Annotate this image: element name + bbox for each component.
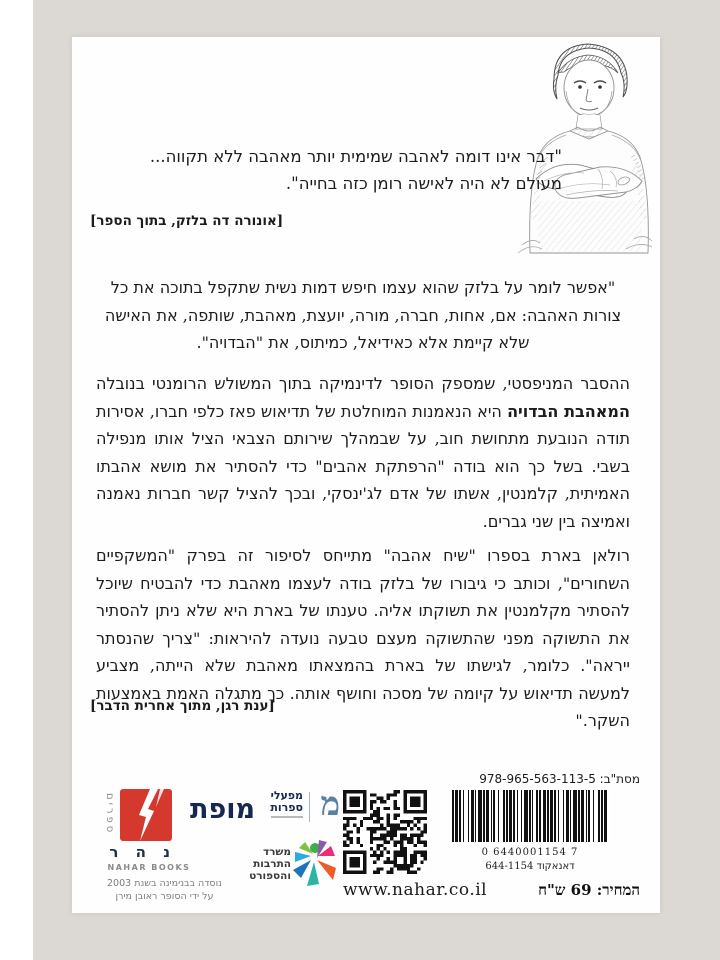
danacode-label: דאנאקוד 644-1154 [485, 861, 575, 872]
nahar-hebrew-name: נ ה ר [109, 843, 176, 861]
mifal-micro-caption [271, 816, 303, 818]
ministry-text-line1: משרד [262, 846, 291, 858]
isbn-label: מסת"ב: 978-965-563-113-5 [479, 772, 640, 786]
ean-barcode [450, 790, 610, 845]
cover-quote-line1: "דבר אינו דומה לאהבה שמימית יותר מאהבה ללא תקווה... [149, 147, 562, 166]
mifal-text [270, 790, 303, 814]
mifal-text-line1: מפעלי [270, 789, 303, 802]
book-back-cover [72, 37, 660, 913]
mifalei-sifrut-logo [268, 784, 340, 830]
barcode-number: 0 6440001154 7 [481, 847, 579, 858]
nahar-founded-line2: על ידי הסופר ראובן מירן [115, 891, 214, 902]
mifal-divider-bar [309, 792, 311, 822]
paragraph-2-text-before: ההסבר המניפסטי, שמספק הסופר לדינמיקה בתוך המשולש הרומנטי בנובלה [96, 374, 630, 393]
cover-quote-attribution: [אונורה דה בלזק, בתוך הספר] [90, 213, 284, 229]
cover-quote-line2: מעולם לא היה לאישה רומן כזה בחייה". [285, 174, 562, 193]
qr-code [343, 790, 427, 874]
ministry-text-line3: והספורט [249, 870, 291, 882]
cover-quote [92, 143, 562, 197]
ministry-star-icon [291, 840, 337, 888]
blurb-paragraph-2 [96, 370, 630, 535]
ministry-text-line2: התרבות [253, 858, 291, 870]
price-label: המחיר: 69 ש"ח [538, 881, 640, 899]
paragraph-2-text-after: היא הנאמנות המוחלטת של תדיאוש פאז כלפי חברו, אסירות תודה הנובעת מתחושת חוב, על שבמהלך שירותם הצבאי הציל אותו מנפילה בשבי. בשל כך הוא בודה "הרפתקת אהבים" כדי להסתיר את מושא אהבתו האמיתית, קלמנטין, אשתו של אדם לג'ינסקי, ובכך להציל קשר חברות נאמנה ואמיצה בין שני גברים. [96, 401, 630, 531]
blurb-paragraph-3: רולאן בארת בספרו "שיח אהבה" מתייחס לסיפור זה בפרק "המשקפיים השחורים", וכותב כי גיבורו של בלזק בודה לעצמו מאהבת כדי להבטיח שיוכל להסתיר מקלמנטין את תשוקתו אליה. טענתו של בארת היא שלא ניתן להסתיר את התשוקה מפני שהתשוקה מעצם טבעה נועדה להיראות: "צריך שהנסתר ייראה". כלומר, לגישתו של בארת בהמצאתו מאהבת שלא הייתה, מצביע למעשה תדיאוש על קיומה של מסכה וחושף אותה. כך מתגלה האמת באמצעות השקר." [96, 546, 630, 730]
publisher-website-url: www.nahar.co.il [343, 880, 488, 900]
nahar-founded-text [92, 877, 237, 903]
ministry-text [249, 846, 291, 882]
blurb-paragraph-1: "אפשר לומר על בלזק שהוא עצמו חיפש דמות נשית שתקפל בתוכה את כל צורות האהבה: אם, אחות, חברה, מורה, יועצת, מאהבת, שותפה, את האישה שלא קיימת אלא כאידיאל, כמיתוס, את "הבדויה". [104, 278, 622, 352]
nahar-latin-name: NAHAR BOOKS [107, 863, 191, 872]
mifal-text-line2: ספרות [270, 801, 303, 814]
mofet-series-logo: מופת [190, 794, 256, 825]
nahar-founded-line1: נוסדה בבנימינה בשנת 2003 [107, 878, 222, 889]
photo-left-white-strip [0, 0, 33, 960]
afterword-attribution: [ענת רגן, מתוך אחרית הדבר] [90, 698, 275, 714]
mifal-mem-icon: מ [320, 784, 340, 823]
book-title-inline: המאהבת הבדויה [507, 401, 630, 421]
ministry-of-culture-logo [247, 840, 337, 888]
nahar-vertical-label: ספרים [104, 793, 115, 836]
nahar-logo-icon [120, 789, 172, 841]
